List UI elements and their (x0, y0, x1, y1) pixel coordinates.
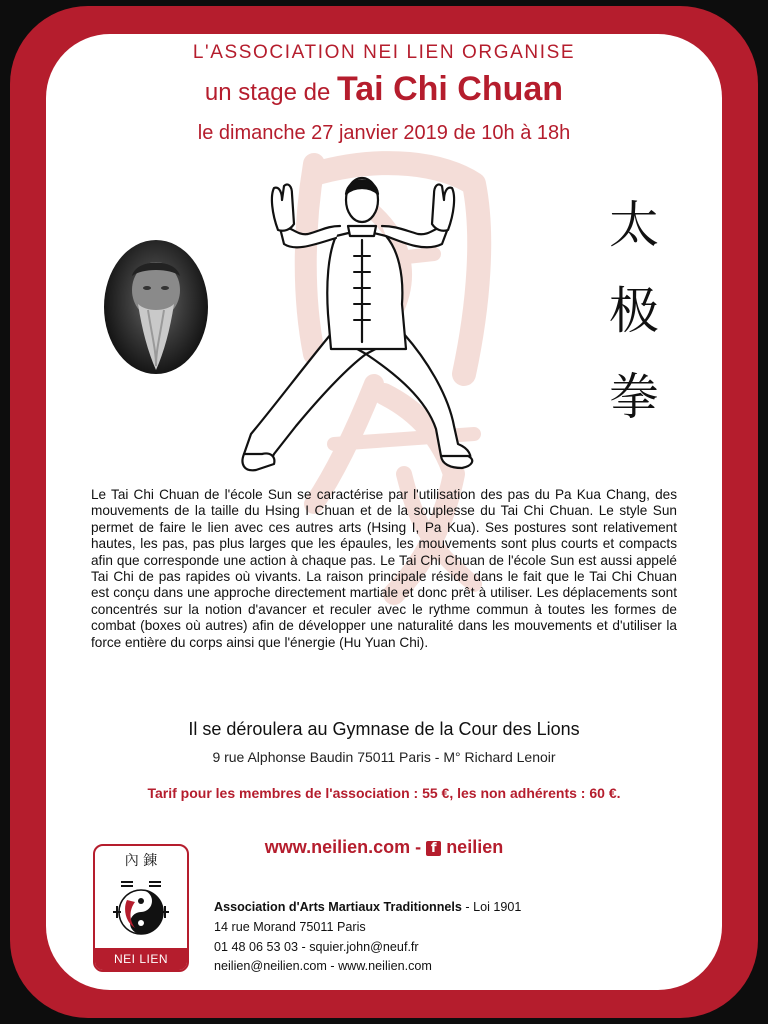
email-website[interactable]: neilien@neilien.com - www.neilien.com (214, 959, 432, 974)
description-paragraph: Le Tai Chi Chuan de l'école Sun se caractérise par l'utilisation des pas du Pa Kua Chang, des mouvements de la taille du Hsing I Chuan et de la souplesse du Tai Chi Chuan. Le style Sun permet de faire le lien avec ces autres arts (Hsing I, Pa Kua). Ses postures sont relativement hautes, les pas, pas plus larges que les épaules, les mouvements sont plus courts et compacts afin que corresponde une action à chaque pas. Le Tai Chi Chuan de l'école Sun est aussi appelé Tai Chi de pas rapides où vivants. La raison principale réside dans le fait que le Tai Chi Chuan est conçu dans une approche directement martiale et donc prêt à utiliser. Les déplacements sont concentrés sur la notion d'avancer et reculer avec le rythme commun à toutes les formes de combat (boxes où autres) afin de développer une naturalité dans les mouvements et d'utiliser la force entière du corps ainsi que l'énergie (Hu Yuan Chi). (91, 487, 677, 650)
hanzi-char: 拳 (609, 368, 659, 426)
hanzi-char: 太 (609, 196, 659, 254)
website-link[interactable]: www.neilien.com (264, 837, 411, 857)
organizer-line: L'ASSOCIATION NEI LIEN ORGANISE (192, 42, 576, 63)
association-name: Association d'Arts Martiaux Traditionnels (214, 900, 462, 914)
phone-email[interactable]: 01 48 06 53 03 - squier.john@neuf.fr (214, 939, 419, 954)
facebook-link[interactable]: neilien (446, 837, 504, 857)
event-date: le dimanche 27 janvier 2019 de 10h à 18h (197, 122, 571, 144)
event-title-prefix: un stage de (204, 79, 338, 106)
taichi-chinese-characters (594, 182, 674, 440)
logo-chinese-text: 內 錬 (124, 853, 158, 869)
association-name-line (214, 898, 521, 918)
facebook-icon: f (426, 841, 441, 856)
event-title-main: Tai Chi Chuan (337, 70, 564, 108)
logo-name-banner: NEI LIEN (95, 948, 187, 970)
link-separator: - (410, 837, 427, 857)
association-law: - Loi 1901 (461, 900, 522, 914)
yin-yang-crane-emblem (107, 872, 175, 942)
nei-lien-logo (93, 844, 189, 972)
tai-chi-figure-illustration (236, 164, 486, 484)
poster-card (46, 34, 722, 990)
venue-address: 9 rue Alphonse Baudin 75011 Paris - M° Richard Lenoir (212, 749, 556, 765)
portrait-drawing (104, 240, 208, 374)
venue-title: Il se déroulera au Gymnase de la Cour des Lions (188, 719, 580, 739)
event-title (46, 70, 722, 109)
association-address: 14 rue Morand 75011 Paris (214, 919, 366, 934)
contact-block (214, 898, 521, 977)
hanzi-char: 极 (609, 282, 659, 340)
price-info: Tarif pour les membres de l'association : 55 €, les non adhérents : 60 €. (147, 785, 621, 801)
master-portrait (104, 240, 208, 374)
